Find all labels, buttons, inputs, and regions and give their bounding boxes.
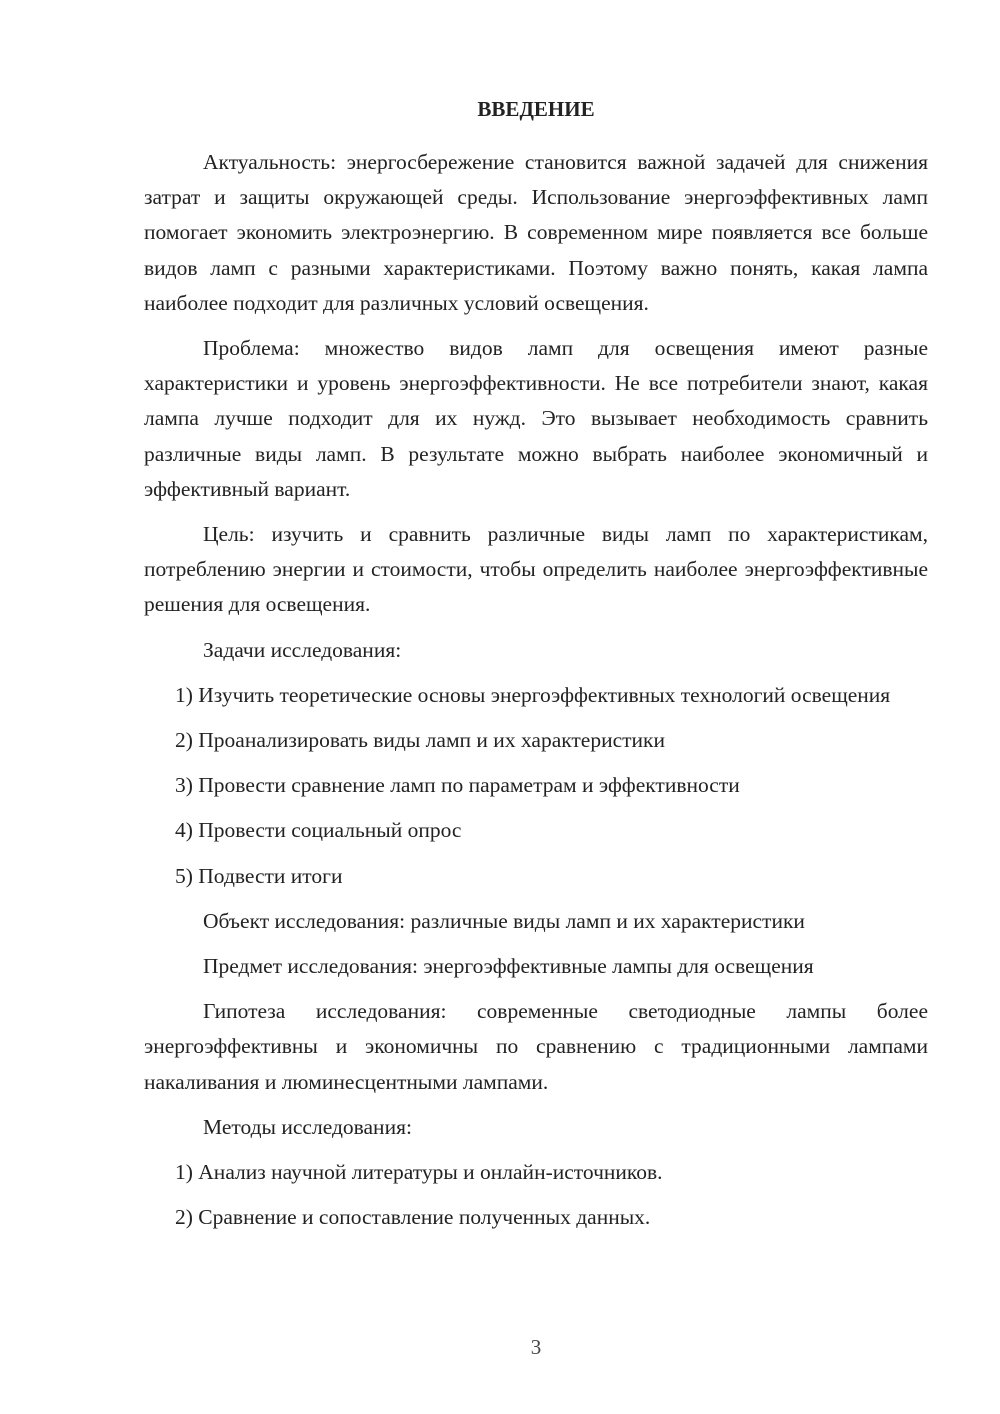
- document-page: [144, 92, 928, 1245]
- hypothesis-paragraph: Гипотеза исследования: современные светодиодные лампы более энергоэффективны и экономичны по сравнению с традиционными лампами накаливания и люминесцентными лампами.: [144, 999, 928, 1094]
- task-item-4: 4) Провести социальный опрос: [175, 818, 462, 843]
- section-heading: ВВЕДЕНИЕ: [477, 97, 595, 121]
- task-item-3: 3) Провести сравнение ламп по параметрам и эффективности: [175, 773, 740, 798]
- task-item-2: 2) Проанализировать виды ламп и их характеристики: [175, 728, 665, 753]
- method-item-1: 1) Анализ научной литературы и онлайн-источников.: [175, 1160, 663, 1185]
- method-item-2: 2) Сравнение и сопоставление полученных данных.: [175, 1205, 651, 1230]
- relevance-paragraph: Актуальность: энергосбережение становится важной задачей для снижения затрат и защиты окружающей среды. Использование энергоэффективных ламп помогает экономить электроэнергию. В современном мире появляется все больше видов ламп с разными характеристиками. Поэтому важно понять, какая лампа наиболее подходит для различных условий освещения.: [144, 150, 928, 315]
- subject-paragraph: Предмет исследования: энергоэффективные лампы для освещения: [203, 954, 814, 979]
- methods-title: Методы исследования:: [203, 1114, 412, 1139]
- object-paragraph: Объект исследования: различные виды ламп и их характеристики: [203, 908, 805, 933]
- task-item-5: 5) Подвести итоги: [175, 863, 343, 888]
- problem-paragraph: Проблема: множество видов ламп для освещения имеют разные характеристики и уровень энергоэффективности. Не все потребители знают, какая лампа лучше подходит для их нужд. Это вызывает необходимость сравнить различные виды ламп. В результате можно выбрать наиболее экономичный и эффективный вариант.: [144, 336, 928, 501]
- task-item-1: 1) Изучить теоретические основы энергоэффективных технологий освещения: [175, 682, 891, 707]
- page-number: 3: [530, 1335, 542, 1359]
- tasks-title: Задачи исследования:: [203, 637, 402, 662]
- goal-paragraph: Цель: изучить и сравнить различные виды ламп по характеристикам, потреблению энергии и стоимости, чтобы определить наиболее энергоэффективные решения для освещения.: [144, 522, 928, 617]
